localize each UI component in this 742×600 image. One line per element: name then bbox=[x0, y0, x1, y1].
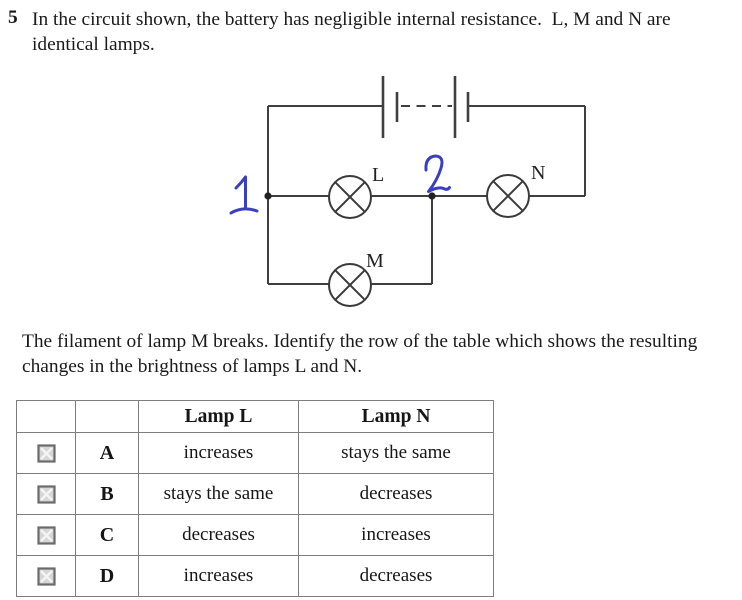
lamp-n-icon bbox=[487, 175, 529, 217]
handwritten-annotation-1 bbox=[231, 177, 257, 213]
handwritten-2-text: 2 bbox=[428, 192, 429, 193]
header-lamp-l: Lamp L bbox=[139, 401, 299, 433]
lamp-l-label: L bbox=[372, 164, 385, 186]
checkbox-cell-d bbox=[17, 556, 76, 597]
table-row-a bbox=[17, 433, 494, 474]
cell-c-lamp-n: increases bbox=[299, 515, 494, 556]
handwritten-annotation-2 bbox=[426, 156, 450, 192]
cell-d-lamp-l: increases bbox=[139, 556, 299, 597]
table-row-d bbox=[17, 556, 494, 597]
handwritten-1-text: 1 bbox=[236, 213, 237, 214]
checkbox-cell-a bbox=[17, 433, 76, 474]
checked-box-icon bbox=[37, 567, 56, 586]
checked-box-icon bbox=[37, 485, 56, 504]
answer-checkbox-c[interactable] bbox=[37, 526, 56, 545]
table-header-row bbox=[17, 401, 494, 433]
junction-dot-2 bbox=[428, 192, 435, 199]
battery-icon bbox=[383, 76, 468, 138]
option-letter-d: D bbox=[76, 556, 139, 597]
cell-d-lamp-n: decreases bbox=[299, 556, 494, 597]
option-letter-b: B bbox=[76, 474, 139, 515]
checked-box-icon bbox=[37, 526, 56, 545]
checkbox-cell-b bbox=[17, 474, 76, 515]
question-intro-line2: identical lamps. bbox=[32, 34, 155, 55]
cell-c-lamp-l: decreases bbox=[139, 515, 299, 556]
question-intro-line1: In the circuit shown, the battery has negligible internal resistance. L, M and N are bbox=[32, 9, 671, 30]
junction-dot-1 bbox=[264, 192, 271, 199]
answer-checkbox-a[interactable] bbox=[37, 444, 56, 463]
checkbox-cell-c bbox=[17, 515, 76, 556]
table-row-c bbox=[17, 515, 494, 556]
lamp-m-icon bbox=[329, 264, 371, 306]
cell-a-lamp-l: increases bbox=[139, 433, 299, 474]
answer-checkbox-b[interactable] bbox=[37, 485, 56, 504]
cell-b-lamp-l: stays the same bbox=[139, 474, 299, 515]
header-lamp-n: Lamp N bbox=[299, 401, 494, 433]
header-empty-letter-cell bbox=[76, 401, 139, 433]
answer-table bbox=[16, 400, 494, 597]
question-body-line2: changes in the brightness of lamps L and N. bbox=[22, 356, 363, 377]
option-letter-c: C bbox=[76, 515, 139, 556]
question-body-line1: The filament of lamp M breaks. Identify the row of the table which shows the resulting bbox=[22, 331, 698, 352]
cell-a-lamp-n: stays the same bbox=[299, 433, 494, 474]
table-row-b bbox=[17, 474, 494, 515]
lamp-l-icon bbox=[329, 176, 371, 218]
question-number: 5 bbox=[8, 7, 18, 28]
cell-b-lamp-n: decreases bbox=[299, 474, 494, 515]
lamp-n-label: N bbox=[531, 162, 546, 184]
lamp-m-label: M bbox=[366, 250, 384, 272]
header-empty-checkbox-cell bbox=[17, 401, 76, 433]
option-letter-a: A bbox=[76, 433, 139, 474]
checked-box-icon bbox=[37, 444, 56, 463]
circuit-wires bbox=[268, 106, 585, 284]
answer-checkbox-d[interactable] bbox=[37, 567, 56, 586]
